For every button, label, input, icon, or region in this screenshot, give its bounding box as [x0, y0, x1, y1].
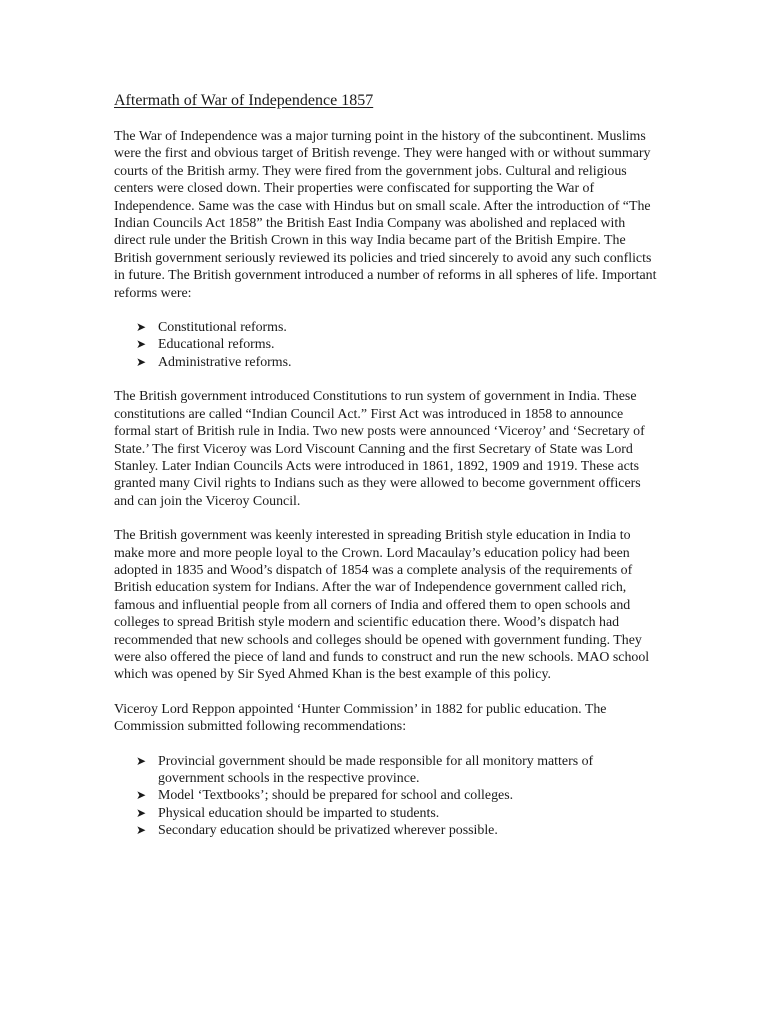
- list-item: ➤ Educational reforms.: [136, 337, 275, 353]
- list-item: ➤ Administrative reforms.: [136, 354, 292, 370]
- document-title: Aftermath of War of Independence 1857: [114, 92, 374, 109]
- education-paragraph: The British government was keenly interested in spreading British style education in India to make more and more people loyal to the Crown. Lord Macaulay’s education policy had been adopted in 1835 and Wood’s dispatch of 1854 was a complete analysis of the requirements of British education system for Indians. After the war of Independence government called rich, famous and influential people from all corners of India and offered them to open schools and colleges to spread British style modern and scientific education there. Wood’s dispatch had recommended that new schools and colleges should be opened with government funding. They were also offered the piece of land and funds to construct and run the new schools. MAO school which was opened by Sir Syed Ahmed Khan is the best example of this policy.: [114, 528, 650, 683]
- arrow-bullet-icon: ➤: [136, 788, 147, 803]
- arrow-bullet-icon: ➤: [136, 823, 147, 838]
- constitutional-paragraph: The British government introduced Constitutions to run system of government in India. These constitutions are called “Indian Council Act.” First Act was introduced in 1858 to announce formal start of British rule in India. Two new posts were announced ‘Viceroy’ and ‘Secretary of State.’ The first Viceroy was Lord Viscount Canning and the first Secretary of State was Lord Stanley. Later Indian Councils Acts were introduced in 1861, 1892, 1909 and 1919. These acts granted many Civil rights to Indians such as they were allowed to become government officers and can join the Viceroy Council.: [114, 389, 645, 509]
- arrow-bullet-icon: ➤: [136, 354, 147, 369]
- list-item: ➤ Model ‘Textbooks’; should be prepared for school and colleges.: [136, 788, 514, 804]
- list-item: ➤ Physical education should be imparted to students.: [136, 805, 440, 821]
- list-item: ➤ Constitutional reforms.: [136, 320, 287, 336]
- arrow-bullet-icon: ➤: [136, 337, 147, 352]
- list-item: ➤ Secondary education should be privatized wherever possible.: [136, 823, 498, 839]
- list-item: ➤ Provincial government should be made responsible for all monitory matters of government schools in the respective province.: [136, 753, 594, 786]
- hunter-commission-paragraph: Viceroy Lord Reppon appointed ‘Hunter Commission’ in 1882 for public education. The Commission submitted following recommendations:: [114, 701, 607, 735]
- arrow-bullet-icon: ➤: [136, 320, 147, 335]
- arrow-bullet-icon: ➤: [136, 753, 147, 768]
- intro-paragraph: The War of Independence was a major turning point in the history of the subcontinent. Muslims were the first and obvious target of British revenge. They were hanged with or without summary courts of the British army. They were fired from the government jobs. Cultural and religious centers were closed down. Their properties were confiscated for supporting the War of Independence. Same was the case with Hindus but on small scale. After the introduction of “The Indian Councils Act 1858” the British East India Company was abolished and replaced with direct rule under the British Crown in this way India became part of the British Empire. The British government seriously reviewed its policies and tried sincerely to avoid any such conflicts in future. The British government introduced a number of reforms in all spheres of life. Important reforms were:: [114, 129, 657, 301]
- arrow-bullet-icon: ➤: [136, 805, 147, 820]
- reforms-list: [114, 319, 658, 371]
- recommendations-list: [114, 753, 658, 840]
